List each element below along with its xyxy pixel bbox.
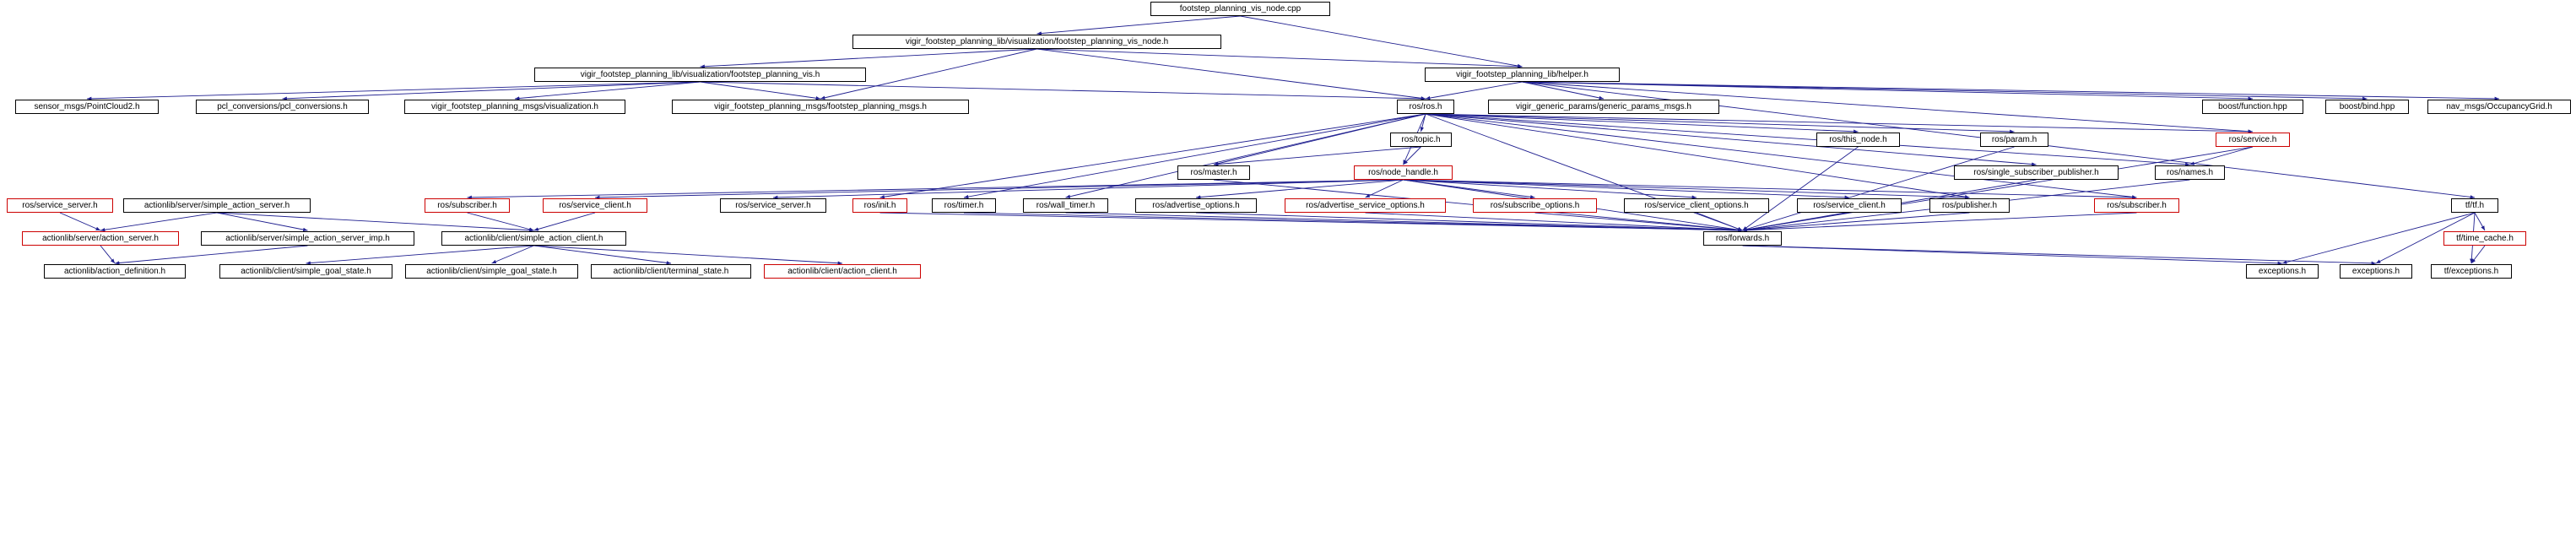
graph-node[interactable] [543, 198, 647, 213]
graph-node-label: ros/service_client.h [1813, 200, 1886, 210]
graph-node[interactable] [2340, 264, 2412, 279]
graph-node[interactable] [2202, 100, 2303, 114]
graph-node-label: ros/param.h [1991, 134, 2038, 144]
graph-node-label: sensor_msgs/PointCloud2.h [34, 101, 140, 111]
graph-node[interactable] [672, 100, 969, 114]
graph-node-label: ros/ros.h [1409, 101, 1442, 111]
graph-node[interactable] [1624, 198, 1769, 213]
graph-node[interactable] [2451, 198, 2498, 213]
graph-node-label: ros/subscriber.h [2107, 200, 2167, 210]
graph-node-label: ros/wall_timer.h [1036, 200, 1096, 210]
graph-node-label: ros/node_handle.h [1368, 167, 1438, 177]
graph-node[interactable] [1954, 165, 2119, 180]
graph-node[interactable] [2216, 133, 2290, 147]
graph-node[interactable] [720, 198, 826, 213]
graph-node-label: ros/this_node.h [1829, 134, 1887, 144]
graph-node[interactable] [1797, 198, 1902, 213]
graph-node-label: ros/single_subscriber_publisher.h [1973, 167, 2099, 177]
graph-node-label: actionlib/action_definition.h [63, 266, 166, 276]
graph-node-label: vigir_footstep_planning_msgs/footstep_planning_msgs.h [714, 101, 927, 111]
graph-node[interactable] [404, 100, 625, 114]
graph-node[interactable] [2246, 264, 2319, 279]
graph-node[interactable] [764, 264, 921, 279]
graph-node-label: exceptions.h [2258, 266, 2307, 276]
graph-node[interactable] [22, 231, 179, 246]
graph-node[interactable] [2443, 231, 2526, 246]
graph-node[interactable] [852, 35, 1221, 49]
graph-node[interactable] [1488, 100, 1719, 114]
graph-node[interactable] [1703, 231, 1782, 246]
graph-node-label: vigir_footstep_planning_lib/helper.h [1456, 69, 1588, 79]
graph-node[interactable] [2427, 100, 2571, 114]
graph-node[interactable] [44, 264, 186, 279]
graph-node-label: ros/subscribe_options.h [1490, 200, 1580, 210]
graph-node[interactable] [2155, 165, 2225, 180]
graph-node-label: footstep_planning_vis_node.cpp [1179, 3, 1302, 14]
graph-node-label: ros/service.h [2228, 134, 2277, 144]
graph-node-label: actionlib/client/terminal_state.h [613, 266, 729, 276]
graph-node-label: tf/exceptions.h [2443, 266, 2499, 276]
graph-node-label: vigir_footstep_planning_lib/visualization/footstep_planning_vis_node.h [905, 36, 1169, 46]
graph-node[interactable] [852, 198, 907, 213]
graph-node-label: ros/topic.h [1401, 134, 1441, 144]
graph-node-label: ros/service_server.h [22, 200, 98, 210]
graph-node-label: exceptions.h [2351, 266, 2400, 276]
graph-node-label: ros/service_client.h [559, 200, 631, 210]
graph-node-label: ros/publisher.h [1941, 200, 1998, 210]
graph-node-label: actionlib/server/simple_action_server_imp.h [225, 233, 390, 243]
graph-node-label: actionlib/client/simple_action_client.h [464, 233, 603, 243]
graph-node-label: actionlib/server/action_server.h [42, 233, 159, 243]
graph-node-label: ros/service_server.h [735, 200, 811, 210]
graph-node[interactable] [1473, 198, 1597, 213]
graph-node[interactable] [1285, 198, 1446, 213]
graph-node-label: ros/init.h [863, 200, 896, 210]
graph-node-label: vigir_generic_params/generic_params_msgs.h [1516, 101, 1691, 111]
graph-node-label: actionlib/server/simple_action_server.h [143, 200, 290, 210]
graph-node-label: tf/tf.h [2465, 200, 2485, 210]
graph-node[interactable] [1929, 198, 2010, 213]
graph-node-label: nav_msgs/OccupancyGrid.h [2446, 101, 2552, 111]
graph-node[interactable] [1425, 68, 1620, 82]
graph-node[interactable] [1135, 198, 1257, 213]
graph-node-label: pcl_conversions/pcl_conversions.h [217, 101, 348, 111]
graph-node-label: ros/advertise_options.h [1152, 200, 1240, 210]
graph-node[interactable] [425, 198, 510, 213]
graph-node[interactable] [1177, 165, 1250, 180]
graph-node[interactable] [15, 100, 159, 114]
graph-node-label: ros/names.h [2166, 167, 2214, 177]
graph-node-label: ros/service_client_options.h [1644, 200, 1749, 210]
graph-node[interactable] [1816, 133, 1900, 147]
graph-node[interactable] [123, 198, 311, 213]
graph-node-label: vigir_footstep_planning_msgs/visualization.h [431, 101, 598, 111]
graph-node[interactable] [1397, 100, 1454, 114]
graph-node[interactable] [219, 264, 392, 279]
graph-node-label: actionlib/client/simple_goal_state.h [241, 266, 371, 276]
graph-node[interactable] [441, 231, 626, 246]
graph-node[interactable] [1150, 2, 1330, 16]
graph-node[interactable] [932, 198, 996, 213]
graph-node-label: actionlib/client/simple_goal_state.h [426, 266, 557, 276]
graph-node[interactable] [2431, 264, 2512, 279]
graph-node[interactable] [2094, 198, 2179, 213]
graph-node-label: ros/master.h [1190, 167, 1237, 177]
graph-node-label: actionlib/client/action_client.h [787, 266, 897, 276]
graph-node[interactable] [1354, 165, 1453, 180]
graph-node-label: vigir_footstep_planning_lib/visualization/footstep_planning_vis.h [580, 69, 820, 79]
graph-node[interactable] [201, 231, 414, 246]
graph-node[interactable] [1390, 133, 1452, 147]
graph-node-label: boost/bind.hpp [2339, 101, 2395, 111]
graph-node[interactable] [405, 264, 578, 279]
graph-node-label: tf/time_cache.h [2456, 233, 2514, 243]
graph-node-label: ros/timer.h [944, 200, 984, 210]
graph-node[interactable] [534, 68, 866, 82]
graph-node[interactable] [196, 100, 369, 114]
graph-node[interactable] [7, 198, 113, 213]
graph-node-label: ros/advertise_service_options.h [1306, 200, 1425, 210]
graph-node[interactable] [591, 264, 751, 279]
graph-node[interactable] [1980, 133, 2048, 147]
graph-node-label: ros/forwards.h [1715, 233, 1770, 243]
graph-node[interactable] [2325, 100, 2409, 114]
graph-node-label: ros/subscriber.h [437, 200, 497, 210]
graph-node-label: boost/function.hpp [2218, 101, 2287, 111]
graph-node[interactable] [1023, 198, 1108, 213]
